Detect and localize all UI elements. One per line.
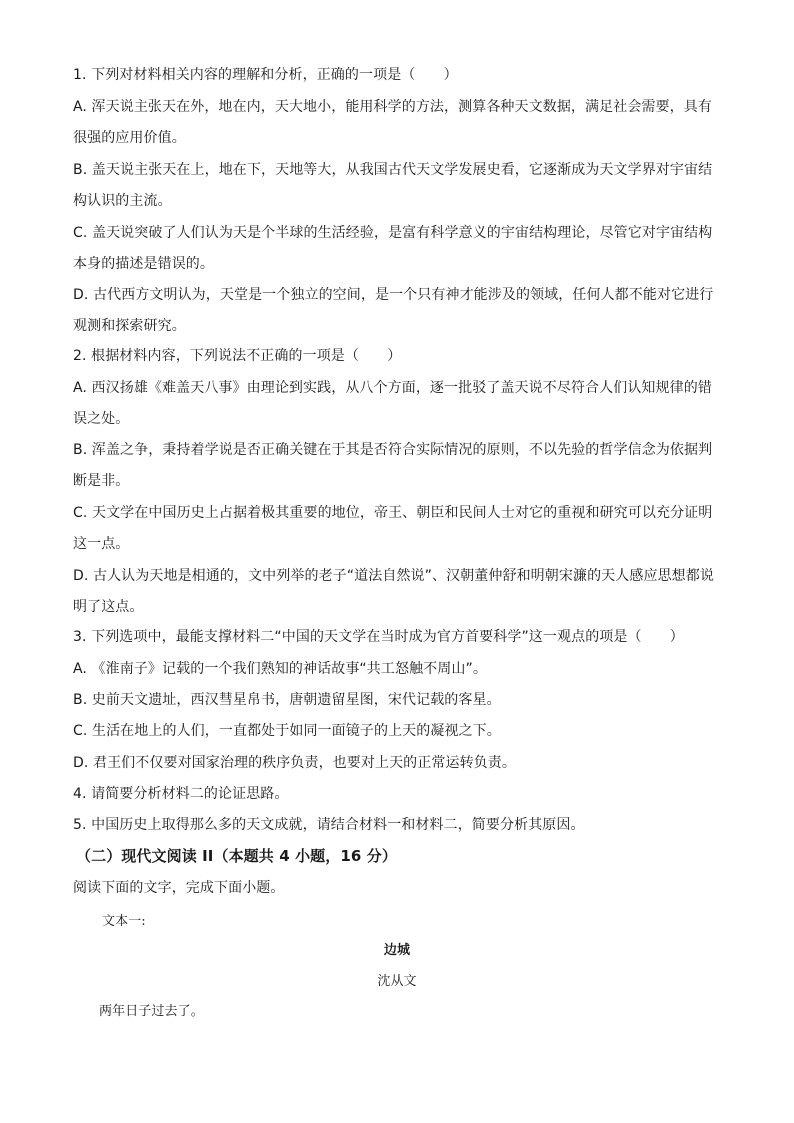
question-1-option-d-cont: 观测和探索研究。 — [73, 318, 186, 334]
article-first-line: 两年日子过去了。 — [99, 1004, 204, 1019]
section-heading: （二）现代文阅读 II（本题共 4 小题，16 分） — [76, 847, 397, 865]
question-3-stem: 3. 下列选项中，最能支撑材料二“中国的天文学在当时成为官方首要科学”这一观点的项是（ ） — [73, 629, 684, 645]
question-2-option-a: A. 西汉扬雄《难盖天八事》由理论到实践，从八个方面，逐一批驳了盖天说不尽符合人们认知规律的错 — [73, 380, 712, 396]
question-3-option-b: B. 史前天文遗址，西汉彗星帛书，唐朝遗留星图，宋代记载的客星。 — [73, 692, 501, 708]
question-1-option-c-cont: 本身的描述是错误的。 — [73, 256, 214, 272]
article-author: 沈从文 — [377, 974, 417, 989]
question-1-option-b: B. 盖天说主张天在上，地在下，天地等大，从我国古代天文学发展史看，它逐渐成为天文学界对宇宙结 — [73, 162, 713, 178]
question-2-option-b: B. 浑盖之争，秉持着学说是否正确关键在于其是否符合实际情况的原则，不以先验的哲学信念为依据判 — [73, 442, 713, 458]
question-2-option-d-cont: 明了这点。 — [73, 599, 144, 615]
section-instruction: 阅读下面的文字，完成下面小题。 — [73, 880, 285, 896]
article-title: 边城 — [383, 943, 411, 958]
question-3-option-d: D. 君王们不仅要对国家治理的秩序负责，也要对上天的正常运转负责。 — [73, 755, 516, 771]
question-1-option-a: A. 浑天说主张天在外，地在内，天大地小，能用科学的方法，测算各种天文数据，满足社会需要，具有 — [73, 99, 712, 115]
question-1-option-d: D. 古代西方文明认为，天堂是一个独立的空间，是一个只有神才能涉及的领域，任何人都不能对它进行 — [73, 287, 714, 303]
question-2-option-c: C. 天文学在中国历史上占据着极其重要的地位，帝王、朝臣和民间人士对它的重视和研究可以充分证明 — [73, 505, 713, 521]
question-2-option-d: D. 古人认为天地是相通的，文中列举的老子“道法自然说”、汉朝董仲舒和明朝宋濂的天人感应思想都说 — [73, 568, 714, 584]
question-2-option-a-cont: 误之处。 — [73, 411, 130, 427]
question-1-option-c: C. 盖天说突破了人们认为天是个半球的生活经验，是富有科学意义的宇宙结构理论，尽管它对宇宙结构 — [73, 225, 713, 241]
text-label: 文本一: — [102, 914, 146, 929]
question-1-option-b-cont: 构认识的主流。 — [73, 193, 172, 209]
question-3-option-a: A. 《淮南子》记载的一个我们熟知的神话故事“共工怒触不周山”。 — [73, 661, 487, 677]
question-1-stem: 1. 下列对材料相关内容的理解和分析，正确的一项是（ ） — [73, 67, 458, 83]
question-3-option-c: C. 生活在地上的人们，一直都处于如同一面镜子的上天的凝视之下。 — [73, 723, 501, 739]
question-2-option-b-cont: 断是非。 — [73, 473, 130, 489]
question-2-stem: 2. 根据材料内容，下列说法不正确的一项是（ ） — [73, 348, 402, 364]
question-4: 4. 请简要分析材料二的论证思路。 — [73, 786, 289, 802]
question-1-option-a-cont: 很强的应用价值。 — [73, 130, 186, 146]
question-5: 5. 中国历史上取得那么多的天文成就，请结合材料一和材料二，简要分析其原因。 — [73, 817, 585, 833]
question-2-option-c-cont: 这一点。 — [73, 536, 130, 552]
